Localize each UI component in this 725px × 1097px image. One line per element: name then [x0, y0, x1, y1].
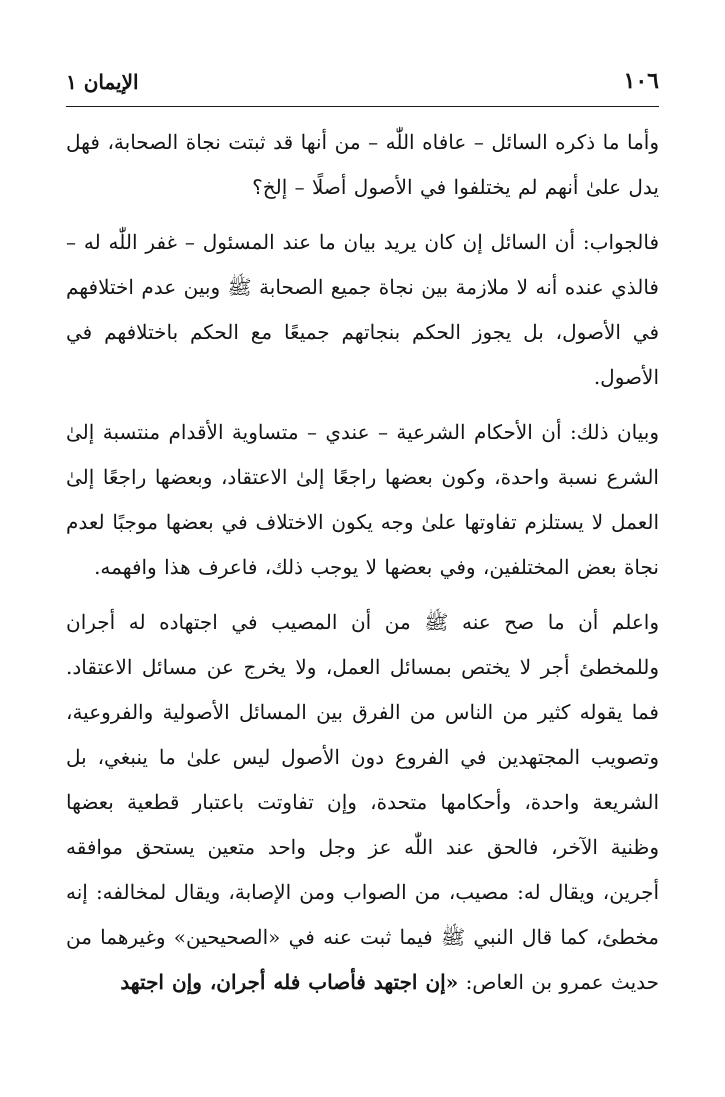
paragraph-answer [66, 220, 659, 400]
paragraph-question [66, 120, 659, 210]
paragraph-explanation-text: وبيان ذلك: أن الأحكام الشرعية – عندي – متساوية الأقدام منتسبة إلىٰ الشرع نسبة واحدة، وكون بعضها راجعًا إلىٰ الاعتقاد، وبعضها راجعًا إلىٰ العمل لا يستلزم تفاوتها علىٰ وجه يكون الاختلاف في بعضها موجبًا لعدم نجاة بعض المختلفين، وفي بعضها لا يوجب ذلك، فاعرف هذا وافهمه. [66, 420, 659, 579]
paragraph-hadith-text: واعلم أن ما صح عنه ﷺ من أن المصيب في اجتهاده له أجران وللمخطئ أجر لا يختص بمسائل العمل، ولا يخرج عن مسائل الاعتقاد. فما يقوله كثير من الناس من الفرق بين المسائل الأصولية والفروعية، وتصويب المجتهدين في الفروع دون الأصول ليس علىٰ ما ينبغي، بل الشريعة واحدة، وأحكامها متحدة، وإن تفاوتت باعتبار قطعية بعضها وظنية الآخر، فالحق عند اللّٰه عز وجل واحد متعين يستحق موافقه أجرين، ويقال له: مصيب، من الصواب ومن الإصابة، ويقال لمخالفه: إنه مخطئ، كما قال النبي ﷺ فيما ثبت عنه في «الصحيحين» وغيرهما من حديث عمرو بن العاص: [66, 610, 659, 994]
paragraph-hadith [66, 600, 659, 1005]
hadith-quote-bold: «إن اجتهد فأصاب فله أجران، وإن اجتهد [120, 970, 459, 994]
page-header [66, 66, 659, 107]
paragraph-explanation [66, 410, 659, 590]
paragraph-question-text: وأما ما ذكره السائل – عافاه اللّٰه – من أنها قد ثبتت نجاة الصحابة، فهل يدل علىٰ أنهم لم يختلفوا في الأصول أصلًا – إلخ؟ [66, 130, 659, 199]
main-text [66, 120, 659, 1015]
running-title: الإيمان ١ [66, 70, 139, 94]
paragraph-answer-text: فالجواب: أن السائل إن كان يريد بيان ما عند المسئول – غفر اللّٰه له – فالذي عنده أنه لا ملازمة بين نجاة جميع الصحابة ﷺ وبين عدم اختلافهم في الأصول، بل يجوز الحكم بنجاتهم جميعًا مع الحكم باختلافهم في الأصول. [66, 230, 659, 389]
page-number: ١٠٦ [623, 68, 659, 94]
